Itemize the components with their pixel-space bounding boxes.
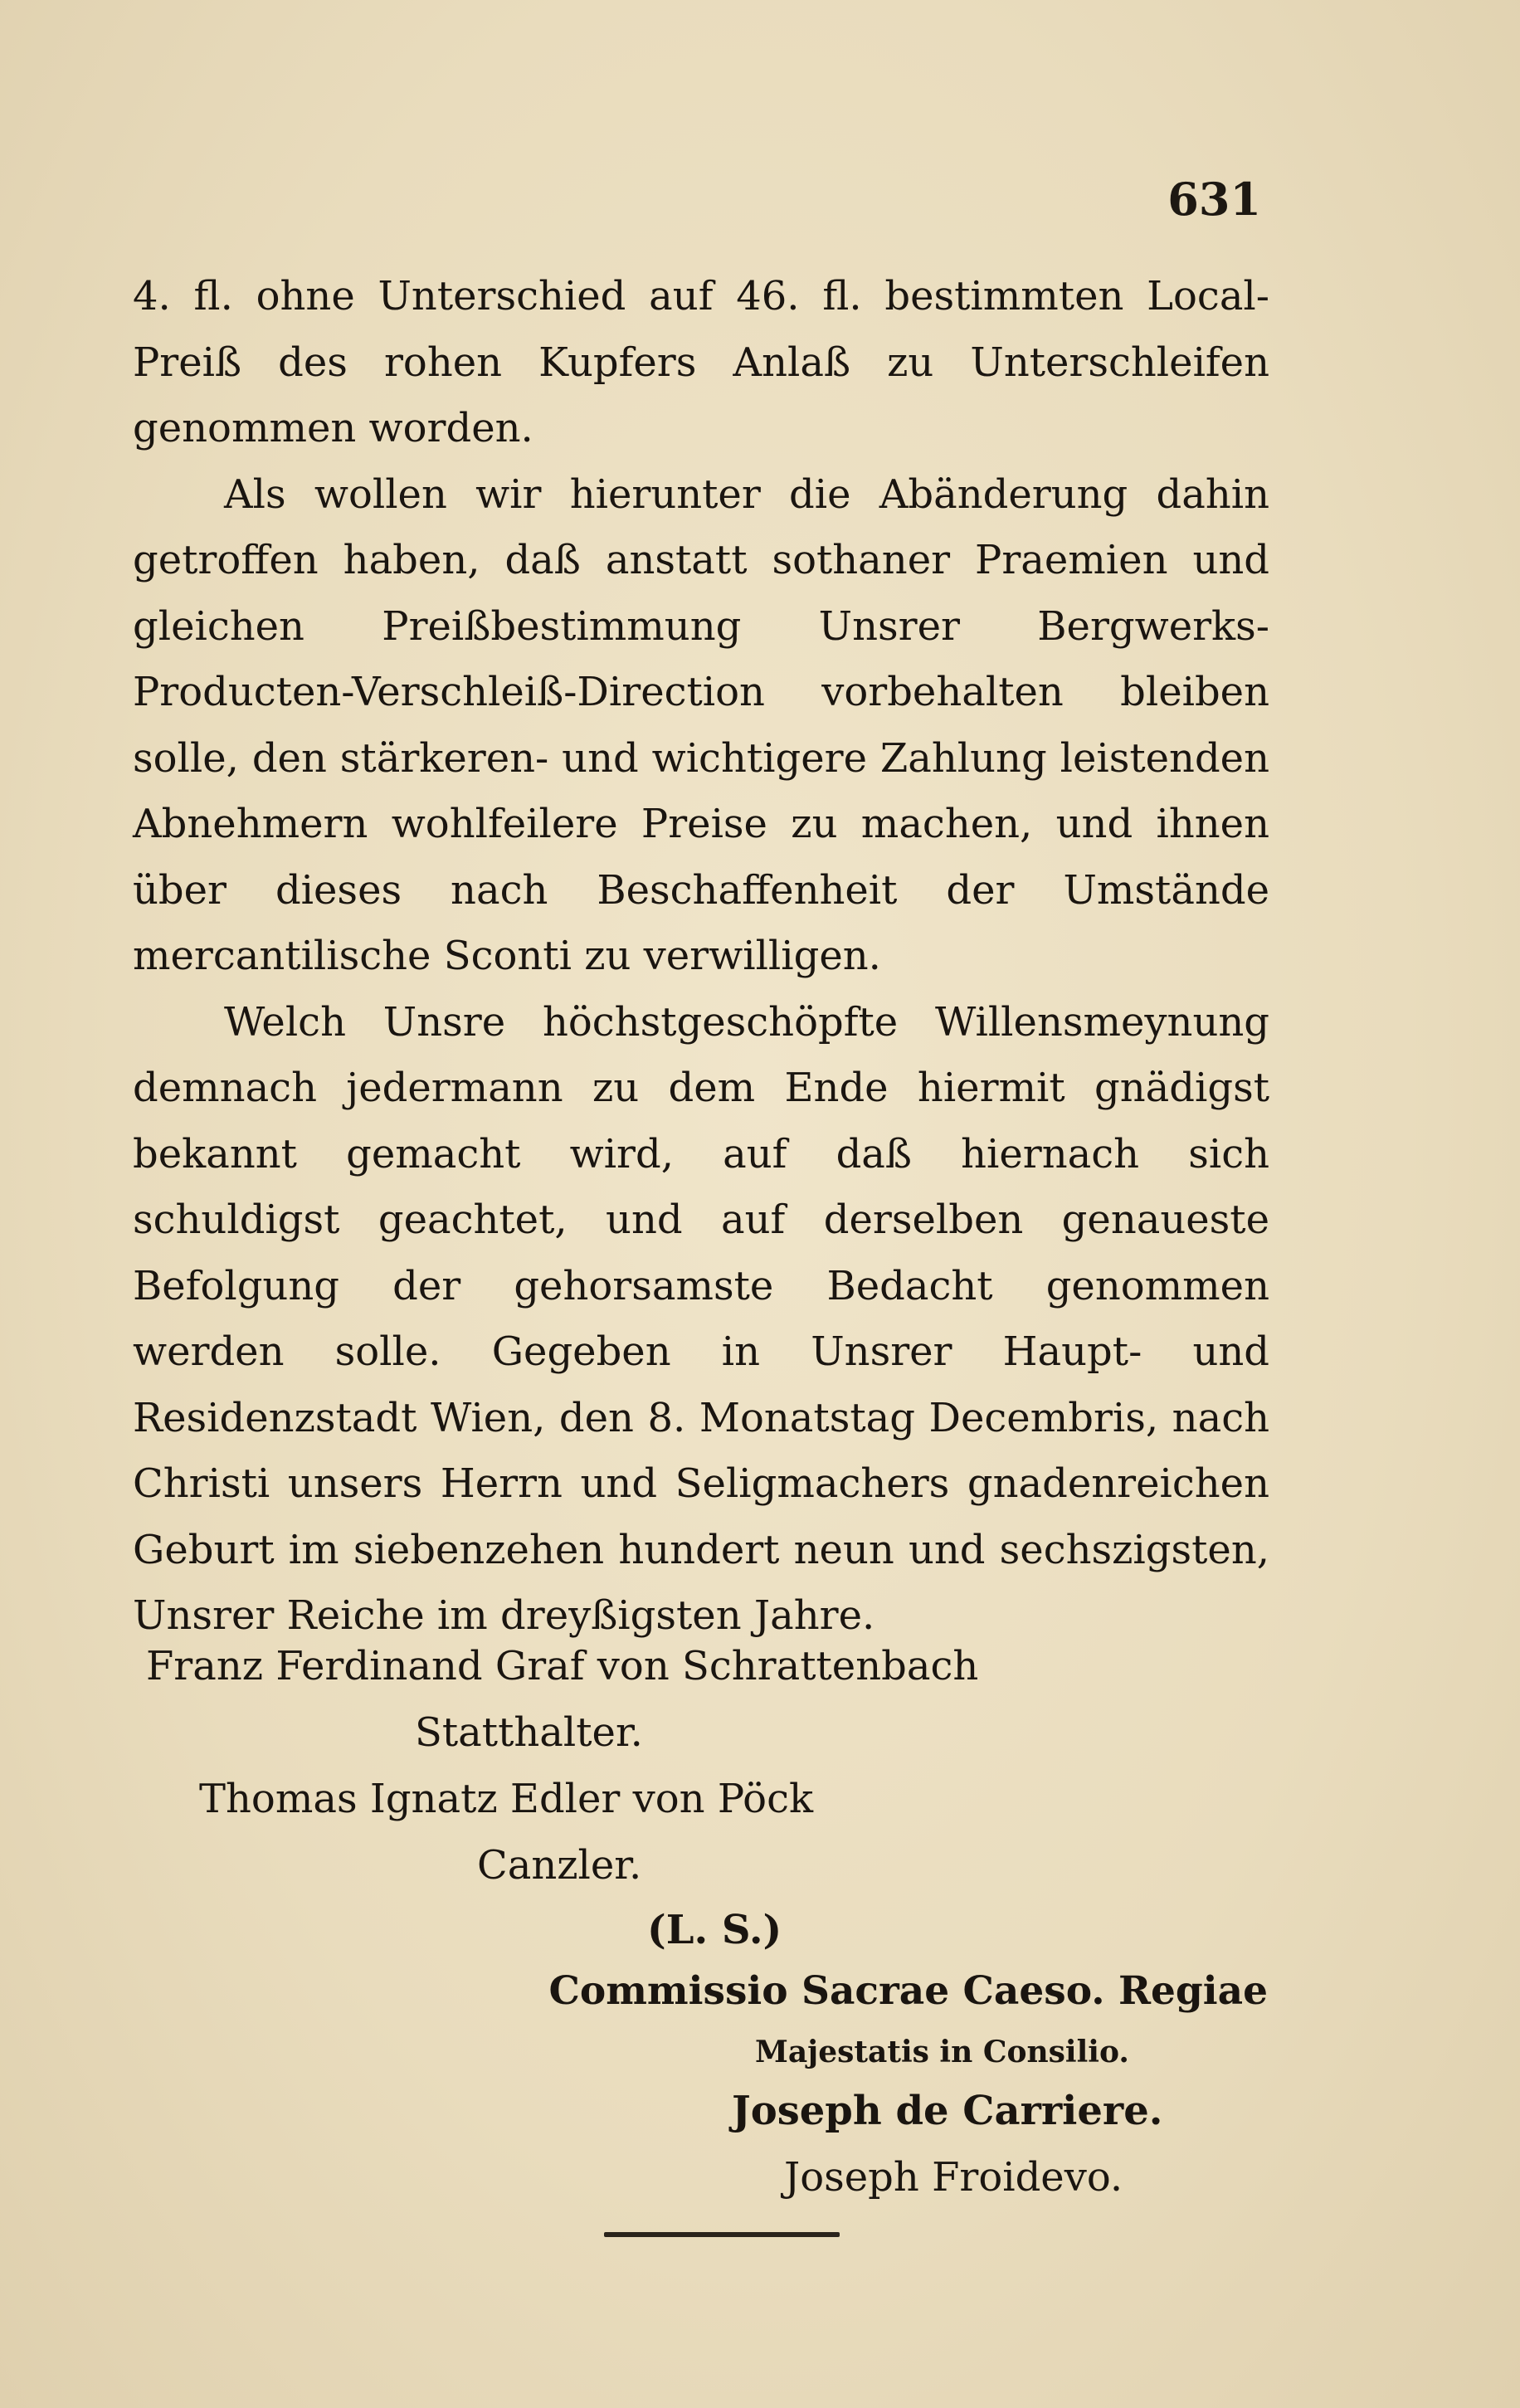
body-text	[133, 264, 1269, 1650]
statthalter-title: Statthalter.	[415, 1709, 643, 1756]
signer-froidevo: Joseph Froidevo.	[784, 2154, 1123, 2201]
majestatis-line: Majestatis in Consilio.	[755, 2035, 1129, 2069]
kanzler-title: Canzler.	[477, 1842, 642, 1889]
paragraph-proclamation: Welch Unsre höchstgeschöpfte Willensmeynung demnach jedermann zu dem Ende hiermit gnädigst bekannt gemacht wird, auf daß hiernach sich schuldigst geachtet, und auf derselben genaueste Befolgung der gehorsamste Bedacht genommen werden solle. Gegeben in Unsrer Haupt- und Residenzstadt Wien, den 8. Monatstag Decembris, nach Christi unsers Herrn und Seligmachers gnadenreichen Geburt im siebenzehen hundert neun und sechszigsten, Unsrer Reiche im dreyßigsten Jahre.	[133, 998, 1269, 1639]
closing-rule	[604, 2232, 840, 2237]
signer-carriere: Joseph de Carriere.	[732, 2088, 1163, 2134]
paragraph-amendment: Als wollen wir hierunter die Abänderung dahin getroffen haben, daß anstatt sothaner Praemien und gleichen Preißbestimmung Unsrer Bergwerks- Producten-Verschleiß-Direction vorbehalten bleiben solle, den stärkeren- und wichtigere Zahlung leistenden Abnehmern wohlfeilere Preise zu machen, und ihnen über dieses nach Beschaffenheit der Umstände mercantilische Sconti zu verwilligen.	[133, 470, 1269, 979]
kanzler-name: Thomas Ignatz Edler von Pöck	[199, 1776, 814, 1822]
paragraph-continuation: 4. fl. ohne Unterschied auf 46. fl. bestimmten Local-Preiß des rohen Kupfers Anlaß zu Unterschleifen genommen worden.	[133, 273, 1269, 451]
page-number: 631	[1167, 173, 1261, 226]
statthalter-name: Franz Ferdinand Graf von Schrattenbach	[146, 1643, 979, 1689]
seal-mark: (L. S.)	[647, 1907, 782, 1953]
commission-line: Commissio Sacrae Caeso. Regiae	[548, 1968, 1268, 2014]
